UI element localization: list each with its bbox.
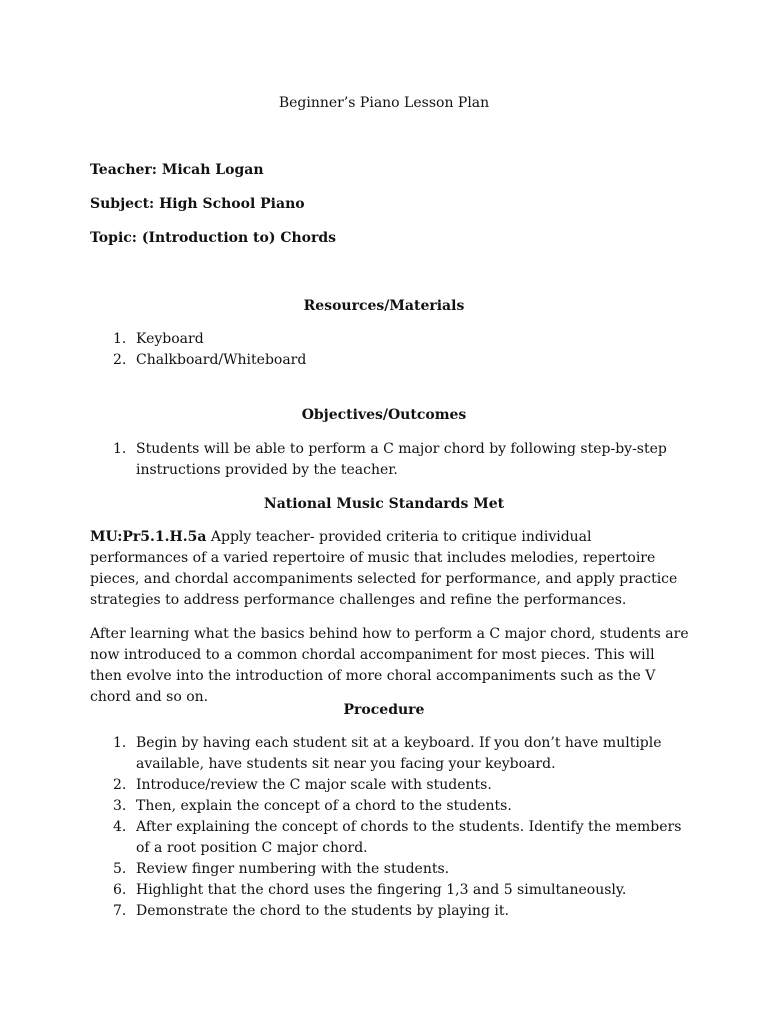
objectives-heading: Objectives/Outcomes bbox=[301, 407, 467, 423]
list-item: 5. Review finger numbering with the students. bbox=[113, 861, 450, 877]
objectives-list bbox=[90, 439, 690, 481]
list-item: 4. After explaining the concept of chords to the students. Identify the members of a root position C major chord. bbox=[113, 819, 682, 856]
standard-text: Apply teacher- provided criteria to critique individual performances of a varied repertoire of music that includes melodies, repertoire pieces, and chordal accompaniments selected for performance, and apply practice strategies to address performance challenges and refine the performances. bbox=[90, 529, 678, 608]
list-item: 1. Begin by having each student sit at a keyboard. If you don’t have multiple available, have students sit near you facing your keyboard. bbox=[113, 735, 662, 772]
document-title: Beginner’s Piano Lesson Plan bbox=[278, 95, 490, 111]
subject-line: Subject: High School Piano bbox=[90, 196, 305, 212]
list-item: 2. Chalkboard/Whiteboard bbox=[113, 352, 307, 368]
procedure-list bbox=[90, 733, 690, 922]
list-item: 7. Demonstrate the chord to the students by playing it. bbox=[113, 903, 509, 919]
list-item: 3. Then, explain the concept of a chord to the students. bbox=[113, 798, 512, 814]
procedure-heading: Procedure bbox=[343, 702, 425, 718]
topic-line: Topic: (Introduction to) Chords bbox=[90, 230, 337, 246]
standards-paragraph: After learning what the basics behind how to perform a C major chord, students are now introduced to a common chordal accompaniment for most pieces. This will then evolve into the introduction of more choral accompaniments such as the V chord and so on. bbox=[90, 626, 689, 705]
list-item: 1. Keyboard bbox=[113, 331, 204, 347]
standards-heading: National Music Standards Met bbox=[263, 496, 505, 512]
list-item: 1. Students will be able to perform a C major chord by following step-by-step instructions provided by the teacher. bbox=[113, 441, 667, 478]
resources-list bbox=[90, 329, 690, 371]
standard-description bbox=[90, 527, 690, 611]
teacher-line: Teacher: Micah Logan bbox=[90, 162, 264, 178]
list-item: 6. Highlight that the chord uses the fingering 1,3 and 5 simultaneously. bbox=[113, 882, 627, 898]
resources-heading: Resources/Materials bbox=[303, 298, 465, 314]
standard-code: MU:Pr5.1.H.5a bbox=[90, 529, 207, 545]
list-item: 2. Introduce/review the C major scale with students. bbox=[113, 777, 492, 793]
